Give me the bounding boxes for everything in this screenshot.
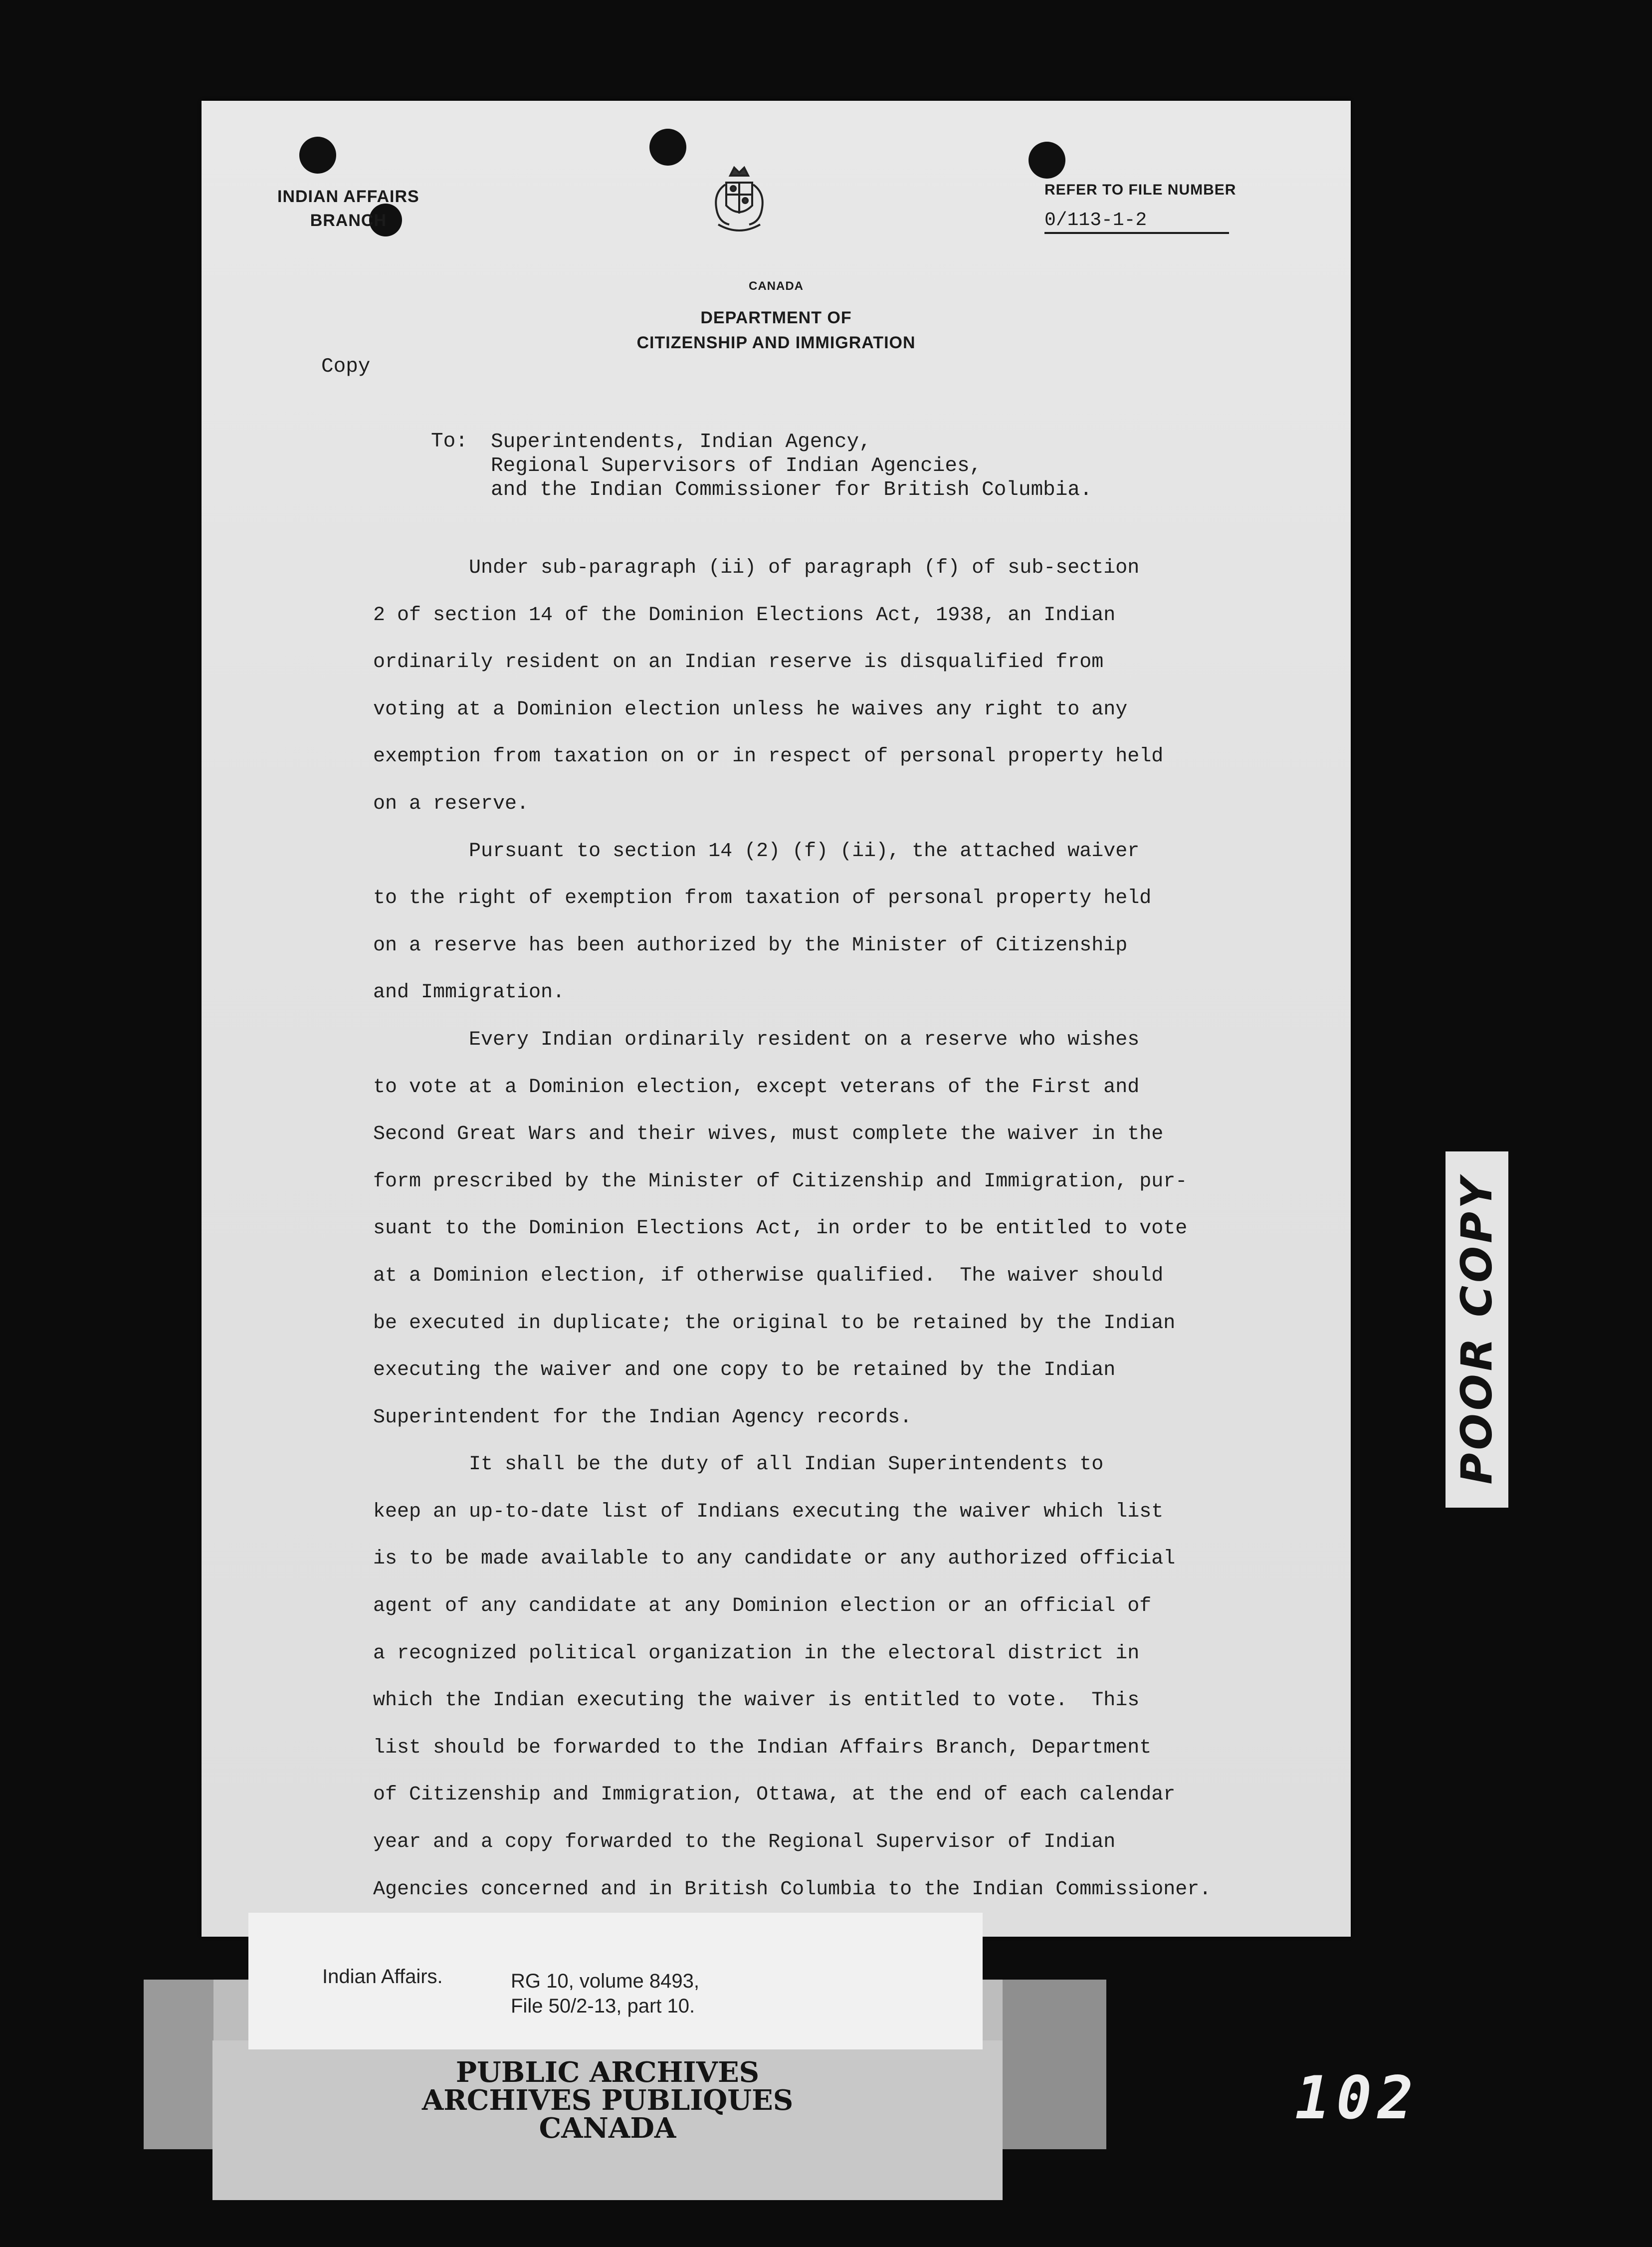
file-number: 0/113-1-2: [1044, 210, 1229, 234]
addressee-line: and the Indian Commissioner for British Columbia.: [491, 478, 1092, 501]
punch-hole: [649, 129, 686, 166]
body-line: Second Great Wars and their wives, must complete the waiver in the: [373, 1123, 1164, 1146]
body-line: form prescribed by the Minister of Citizenship and Immigration, pur-: [373, 1170, 1188, 1193]
body-line: 2 of section 14 of the Dominion Elections Act, 1938, an Indian: [373, 604, 1116, 627]
document-page: [202, 101, 1351, 1937]
stamp-line: CANADA: [539, 2112, 676, 2145]
coat-of-arms-icon: [705, 165, 773, 239]
poor-copy-tag: [1446, 1151, 1508, 1508]
to-label: To:: [431, 430, 468, 453]
frame-number: 102: [1295, 2063, 1420, 2132]
body-line: Every Indian ordinarily resident on a reserve who wishes: [373, 1028, 1140, 1051]
body-line: is to be made available to any candidate or any authorized official: [373, 1548, 1176, 1571]
body-line: a recognized political organization in the electoral district in: [373, 1642, 1140, 1665]
body-line: ordinarily resident on an Indian reserve is disqualified from: [373, 651, 1104, 674]
body-line: suant to the Dominion Elections Act, in order to be entitled to vote: [373, 1217, 1188, 1240]
body-line: executing the waiver and one copy to be retained by the Indian: [373, 1359, 1116, 1382]
archive-reference: [511, 1969, 699, 2019]
archive-frame-edge: [144, 1980, 213, 2149]
branch-heading: [277, 185, 419, 232]
file-number-label: REFER TO FILE NUMBER: [1044, 182, 1237, 198]
body-line: to the right of exemption from taxation of personal property held: [373, 887, 1152, 910]
body-line: at a Dominion election, if otherwise qualified. The waiver should: [373, 1264, 1164, 1287]
copy-label: Copy: [321, 355, 371, 378]
body-line: list should be forwarded to the Indian Affairs Branch, Department: [373, 1736, 1152, 1759]
body-line: exemption from taxation on or in respect of personal property held: [373, 745, 1164, 768]
country-label: CANADA: [749, 279, 804, 293]
body-line: voting at a Dominion election unless he waives any right to any: [373, 698, 1128, 721]
body-line: of Citizenship and Immigration, Ottawa, at the end of each calendar: [373, 1784, 1176, 1806]
body-line: year and a copy forwarded to the Regional Supervisor of Indian: [373, 1831, 1116, 1854]
archive-reference-line: RG 10, volume 8493,: [511, 1970, 699, 1992]
stamp-line: ARCHIVES PUBLIQUES: [421, 2084, 794, 2117]
poor-copy-text: POOR COPY: [1452, 1174, 1502, 1485]
body-line: be executed in duplicate; the original to be retained by the Indian: [373, 1312, 1176, 1335]
stamp-line: PUBLIC ARCHIVES: [455, 2056, 760, 2089]
branch-line: INDIAN AFFAIRS: [277, 187, 419, 206]
body-line: on a reserve has been authorized by the Minister of Citizenship: [373, 934, 1128, 957]
addressee-line: Regional Supervisors of Indian Agencies,: [491, 454, 982, 477]
department-line: DEPARTMENT OF: [700, 308, 852, 327]
department-line: CITIZENSHIP AND IMMIGRATION: [636, 333, 916, 352]
body-line: on a reserve.: [373, 792, 529, 815]
body-line: keep an up-to-date list of Indians executing the waiver which list: [373, 1500, 1164, 1523]
addressee-line: Superintendents, Indian Agency,: [491, 431, 871, 453]
public-archives-stamp: [212, 2056, 1003, 2145]
body-line: Under sub-paragraph (ii) of paragraph (f) of sub-section: [373, 557, 1140, 579]
branch-line: BRANCH: [310, 211, 387, 230]
body-line: to vote at a Dominion election, except veterans of the First and: [373, 1076, 1140, 1099]
punch-hole: [1029, 142, 1065, 179]
punch-hole: [299, 137, 336, 174]
body-line: Pursuant to section 14 (2) (f) (ii), the attached waiver: [373, 840, 1140, 863]
body-line: which the Indian executing the waiver is entitled to vote. This: [373, 1689, 1140, 1712]
body-line: agent of any candidate at any Dominion election or an official of: [373, 1595, 1152, 1618]
department-heading: [202, 305, 1351, 355]
body-line: and Immigration.: [373, 981, 565, 1004]
letter-body: [373, 545, 1212, 1913]
archive-department: Indian Affairs.: [322, 1966, 443, 1988]
archive-frame-edge: [1003, 1980, 1106, 2149]
addressee-list: [491, 430, 1092, 502]
archive-reference-line: File 50/2-13, part 10.: [511, 1995, 695, 2017]
archive-reference-card: [248, 1913, 983, 2049]
body-line: It shall be the duty of all Indian Superintendents to: [373, 1453, 1104, 1476]
body-line: Agencies concerned and in British Columbia to the Indian Commissioner.: [373, 1878, 1212, 1901]
body-line: Superintendent for the Indian Agency records.: [373, 1406, 912, 1429]
